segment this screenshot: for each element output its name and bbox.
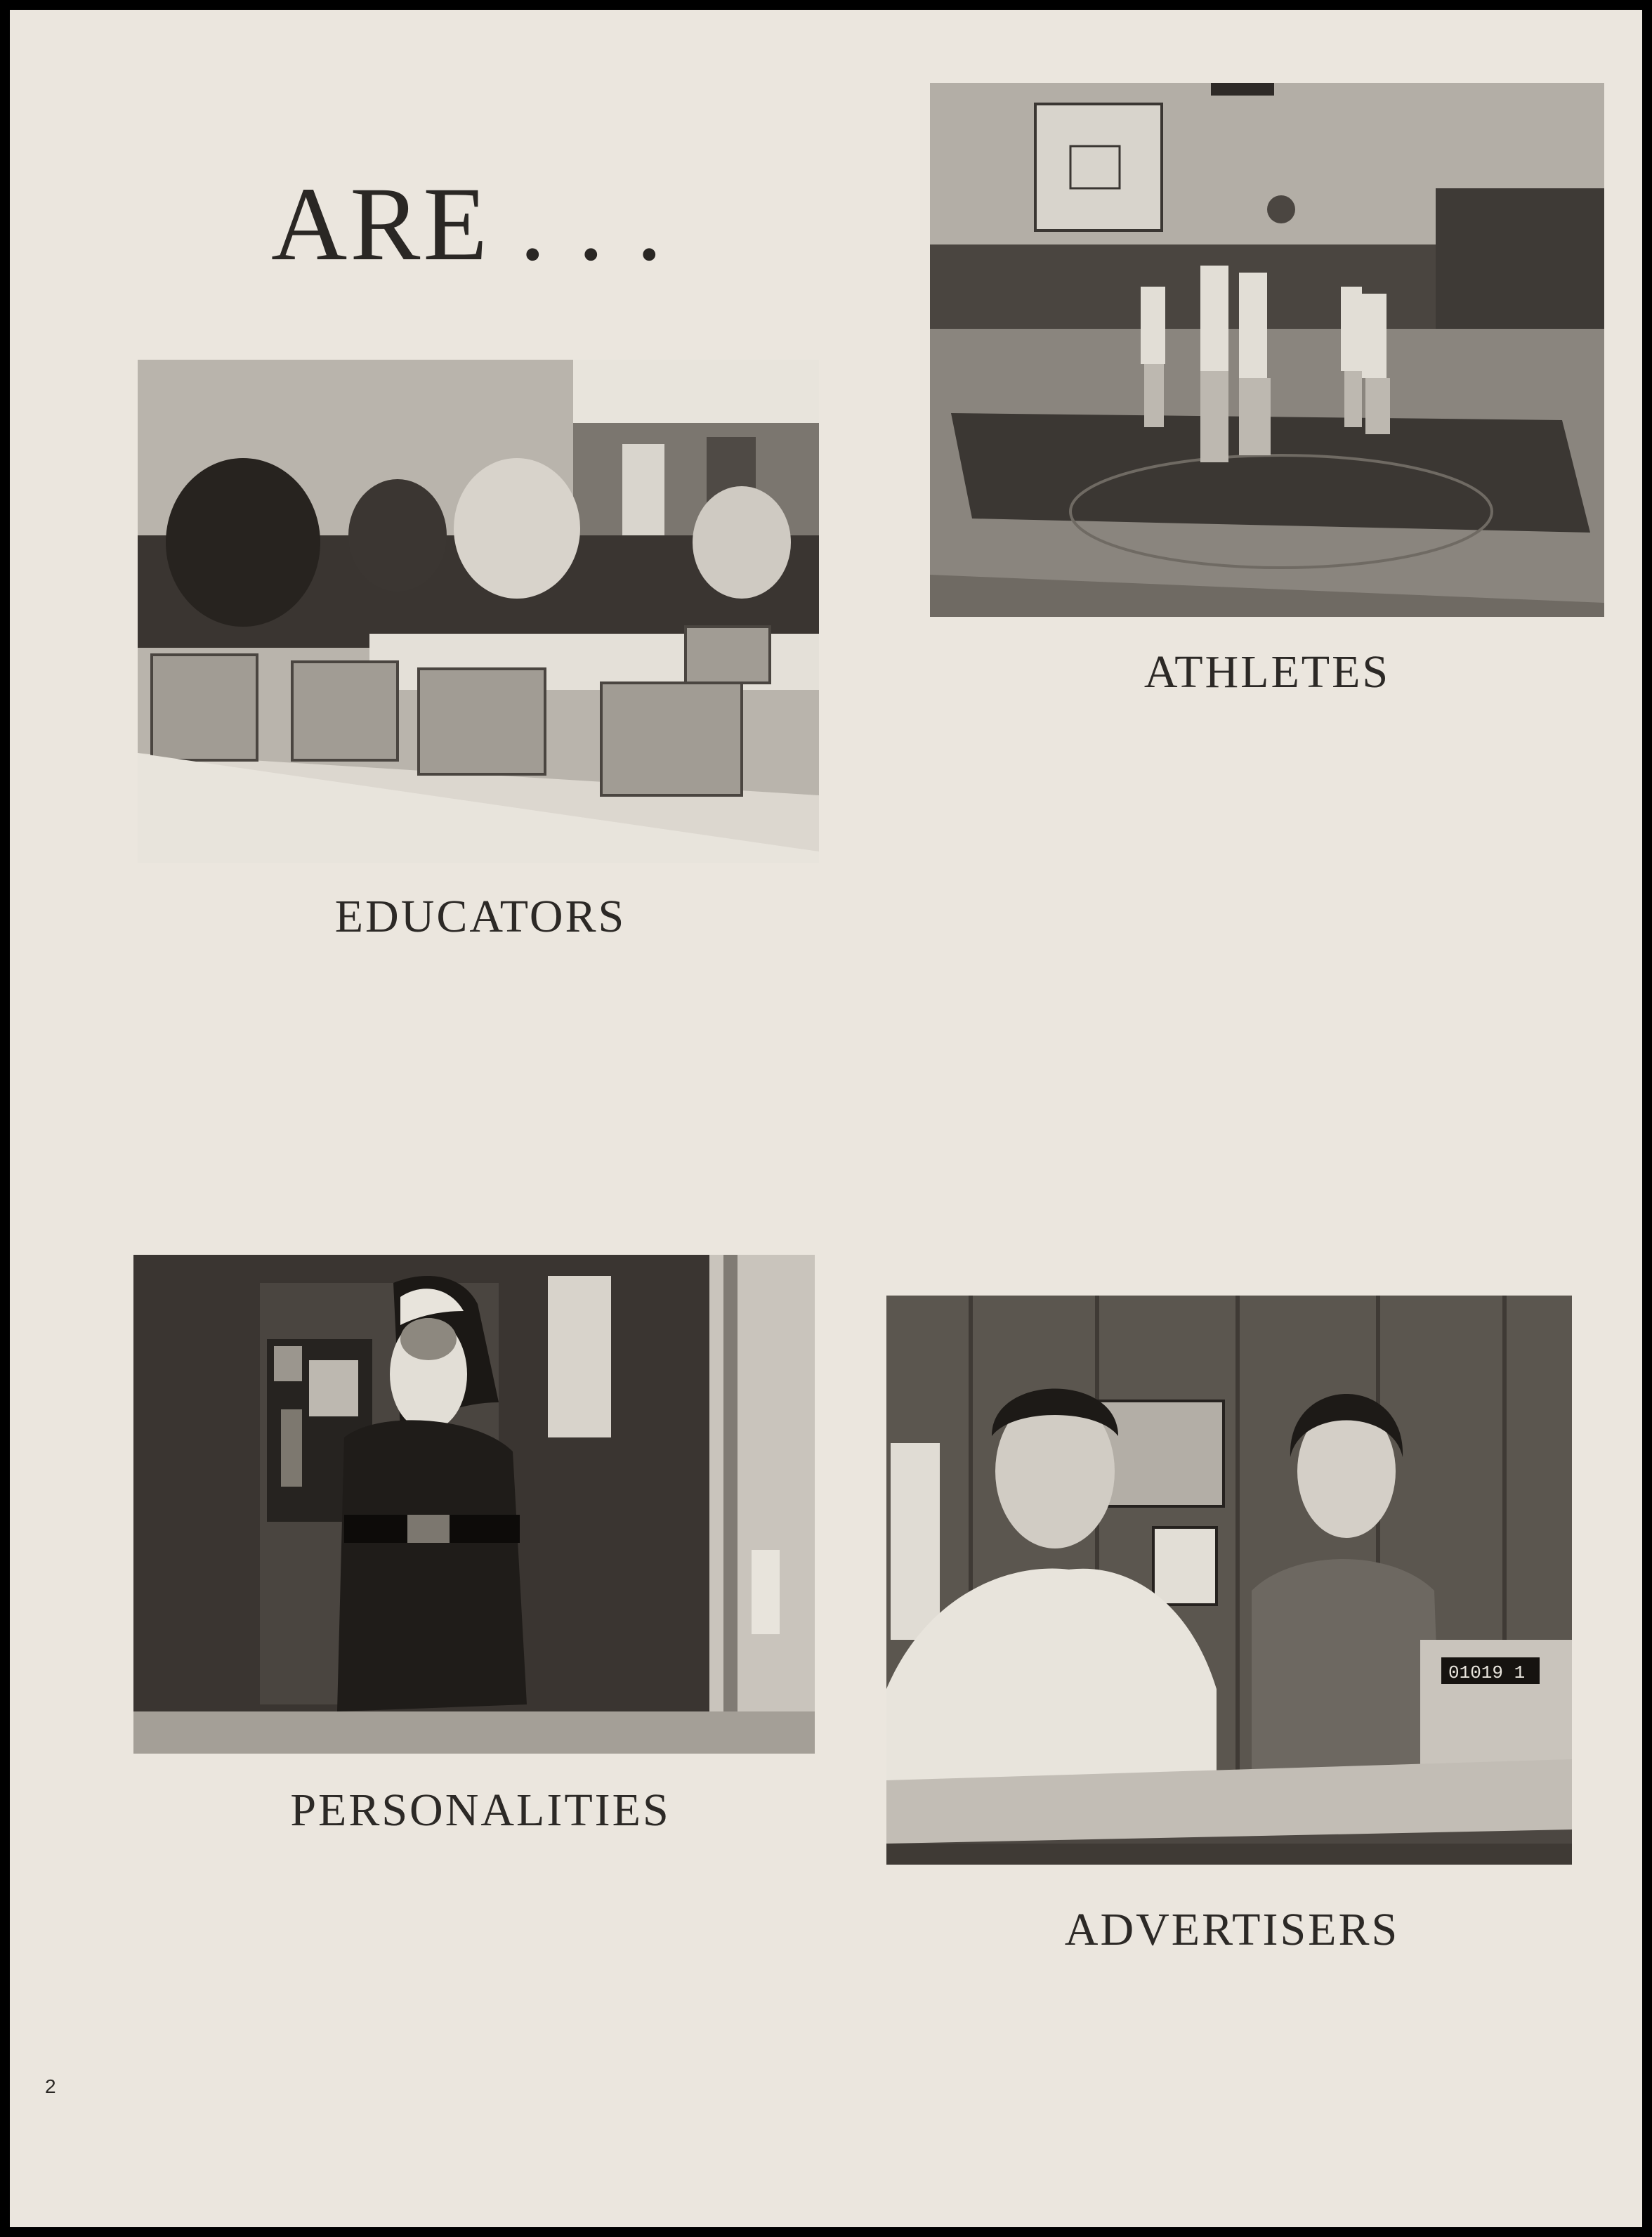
register-display: 01019 1 — [1448, 1662, 1526, 1683]
page-headline: ARE . . . — [271, 166, 665, 282]
athletes-photo-image — [930, 83, 1604, 617]
page-number: 2 — [45, 2075, 56, 2097]
educators-caption: EDUCATORS — [334, 891, 627, 942]
personalities-photo — [133, 1255, 815, 1754]
advertisers-caption: ADVERTISERS — [1064, 1904, 1400, 1955]
athletes-photo — [930, 83, 1604, 617]
athletes-caption: ATHLETES — [1143, 646, 1391, 698]
educators-photo — [138, 360, 819, 863]
personalities-photo-image — [133, 1255, 815, 1754]
yearbook-page — [10, 10, 1642, 2227]
advertisers-photo-image — [886, 1296, 1572, 1865]
advertisers-photo — [886, 1296, 1572, 1865]
educators-photo-image — [138, 360, 819, 863]
personalities-caption: PERSONALITIES — [290, 1785, 671, 1836]
